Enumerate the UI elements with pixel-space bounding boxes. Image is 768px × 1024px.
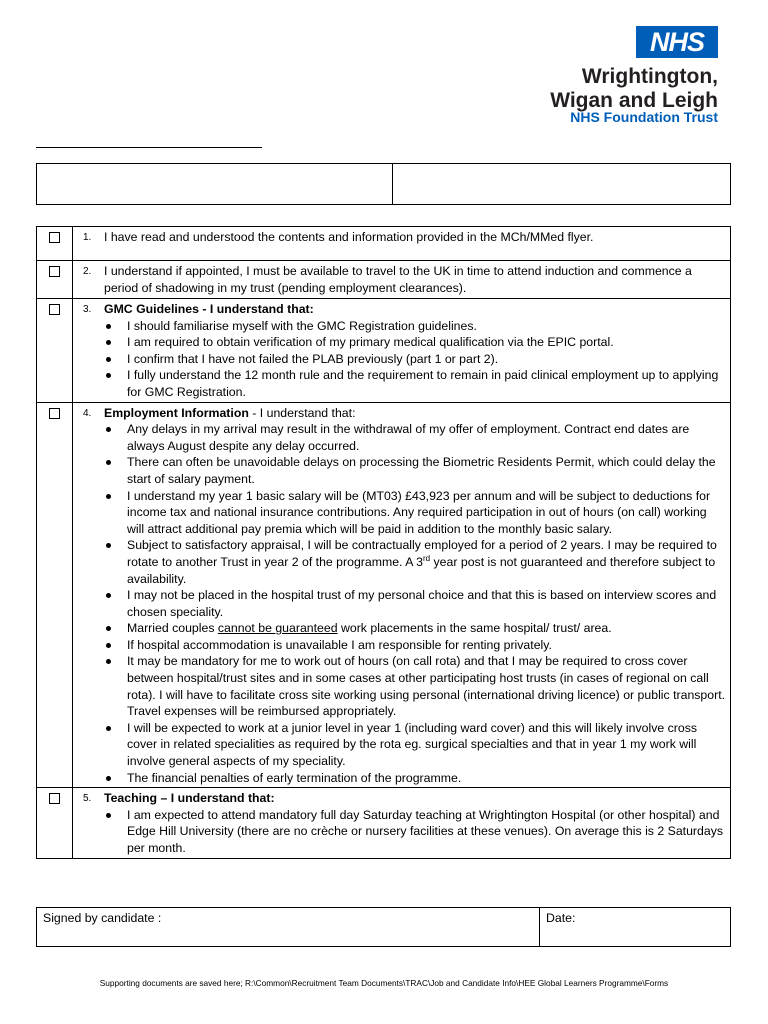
list-item-text: Married couples [127,621,218,636]
checkbox-4[interactable] [49,408,60,419]
list-item: I am expected to attend mandatory full day Saturday teaching at Wrightington Hospital (or other hospital) and Edge Hill University (there are no crèche or nursery facilities at these venues). On average this is 2 Saturdays per month. [127,807,726,857]
nhs-badge: NHS [636,26,718,58]
nhs-trust-logo [518,26,718,126]
declaration-row-3 [37,299,731,403]
checkbox-1[interactable] [49,232,60,243]
item-heading: Teaching – I understand that: [104,791,275,806]
list-item: If hospital accommodation is unavailable I am responsible for renting privately. [127,637,726,654]
list-item: I am required to obtain verification of my primary medical qualification via the EPIC portal. [127,334,726,351]
item-text: I understand if appointed, I must be available to travel to the UK in time to attend induction and commence a period of shadowing in my trust (pending employment clearances). [104,264,692,295]
footer-note: Supporting documents are saved here; R:\Common\Recruitment Team Documents\TRAC\Job and Candidate Info\HEE Global Learners Programme\Forms [99,978,669,988]
list-item: It may be mandatory for me to work out of hours (on call rota) and that I may be required to cross cover between hospital/trust sites and in some cases at other participating host trusts (in cases of regional on call rota). I will have to facilitate cross site working using personal (international driving licence) or public transport. Travel expenses will be reimbursed appropriately. [127,654,726,719]
trust-name [550,65,718,113]
checkbox-3[interactable] [49,304,60,315]
list-item-text: work placements in the same hospital/ trust/ area. [337,621,612,636]
candidate-details-box [36,163,731,205]
item-heading: GMC Guidelines - I understand that: [104,302,314,316]
item-number: 5. [83,793,92,805]
list-item: I fully understand the 12 month rule and the requirement to remain in paid clinical employment up to applying for GMC Registration. [127,367,726,400]
declaration-table [36,226,731,859]
signed-by-label: Signed by candidate : [43,911,162,925]
list-item: I understand my year 1 basic salary will be (MT03) £43,923 per annum and will be subject to deductions for income tax and national insurance contributions. Any required participation in out of hours (on call) working will attract additional pay premia which will be paid in addition to the monthly basic salary. [127,488,726,538]
declaration-row-2 [37,261,731,299]
list-item [127,537,726,587]
trust-name-line1: Wrightington, [581,65,718,88]
item-number: 3. [83,304,92,315]
item-number: 4. [83,407,92,419]
list-item-text: year post is not guaranteed and therefore subject to availability. [127,554,716,586]
list-item: I may not be placed in the hospital trust of my personal choice and that this is based on interview scores and chosen speciality. [127,587,726,620]
declaration-row-5 [37,788,731,858]
list-item: I confirm that I have not failed the PLAB previously (part 1 or part 2). [127,351,726,368]
signature-field[interactable] [37,908,540,946]
candidate-details-cell-right[interactable] [393,164,730,204]
date-label: Date: [546,911,576,925]
signature-box [36,907,731,947]
item-number: 2. [83,266,92,277]
checkbox-2[interactable] [49,266,60,277]
item-heading: Employment Information [104,405,249,420]
trust-name-line2: Wigan and Leigh [550,89,718,112]
list-item [127,620,726,637]
bullet-list [81,318,726,401]
bullet-list [81,807,726,857]
list-item: There can often be unavoidable delays on processing the Biometric Residents Permit, which could delay the start of salary payment. [127,454,726,487]
checkbox-5[interactable] [49,793,60,804]
superscript: rd [422,553,431,563]
candidate-details-cell-left[interactable] [37,164,393,204]
bullet-list [81,421,726,786]
declaration-row-1 [37,227,731,261]
list-item: I will be expected to work at a junior level in year 1 (including ward cover) and this will likely involve cross cover in related specialities as required by the rota eg. surgical specialties and that in year 1 my work will involve general aspects of my speciality. [127,720,726,770]
declaration-row-4 [37,402,731,788]
underlined-text: cannot be guaranteed [217,621,338,636]
item-number: 1. [83,232,92,243]
list-item-text: Subject to satisfactory appraisal, I will be contractually employed for a period of 2 years. I may be required to rotate to another Trust in year 2 of the programme. A 3 [127,538,717,569]
date-field[interactable] [540,908,730,946]
list-item: I should familiarise myself with the GMC Registration guidelines. [127,318,726,335]
list-item: Any delays in my arrival may result in the withdrawal of my offer of employment. Contract end dates are always August despite any delay occurred. [127,421,726,454]
trust-subtitle: NHS Foundation Trust [570,109,718,125]
title-underline [36,147,262,148]
item-heading-suffix: - I understand that: [248,405,356,420]
list-item: The financial penalties of early termination of the programme. [127,770,726,787]
item-text: I have read and understood the contents and information provided in the MCh/MMed flyer. [104,230,594,244]
